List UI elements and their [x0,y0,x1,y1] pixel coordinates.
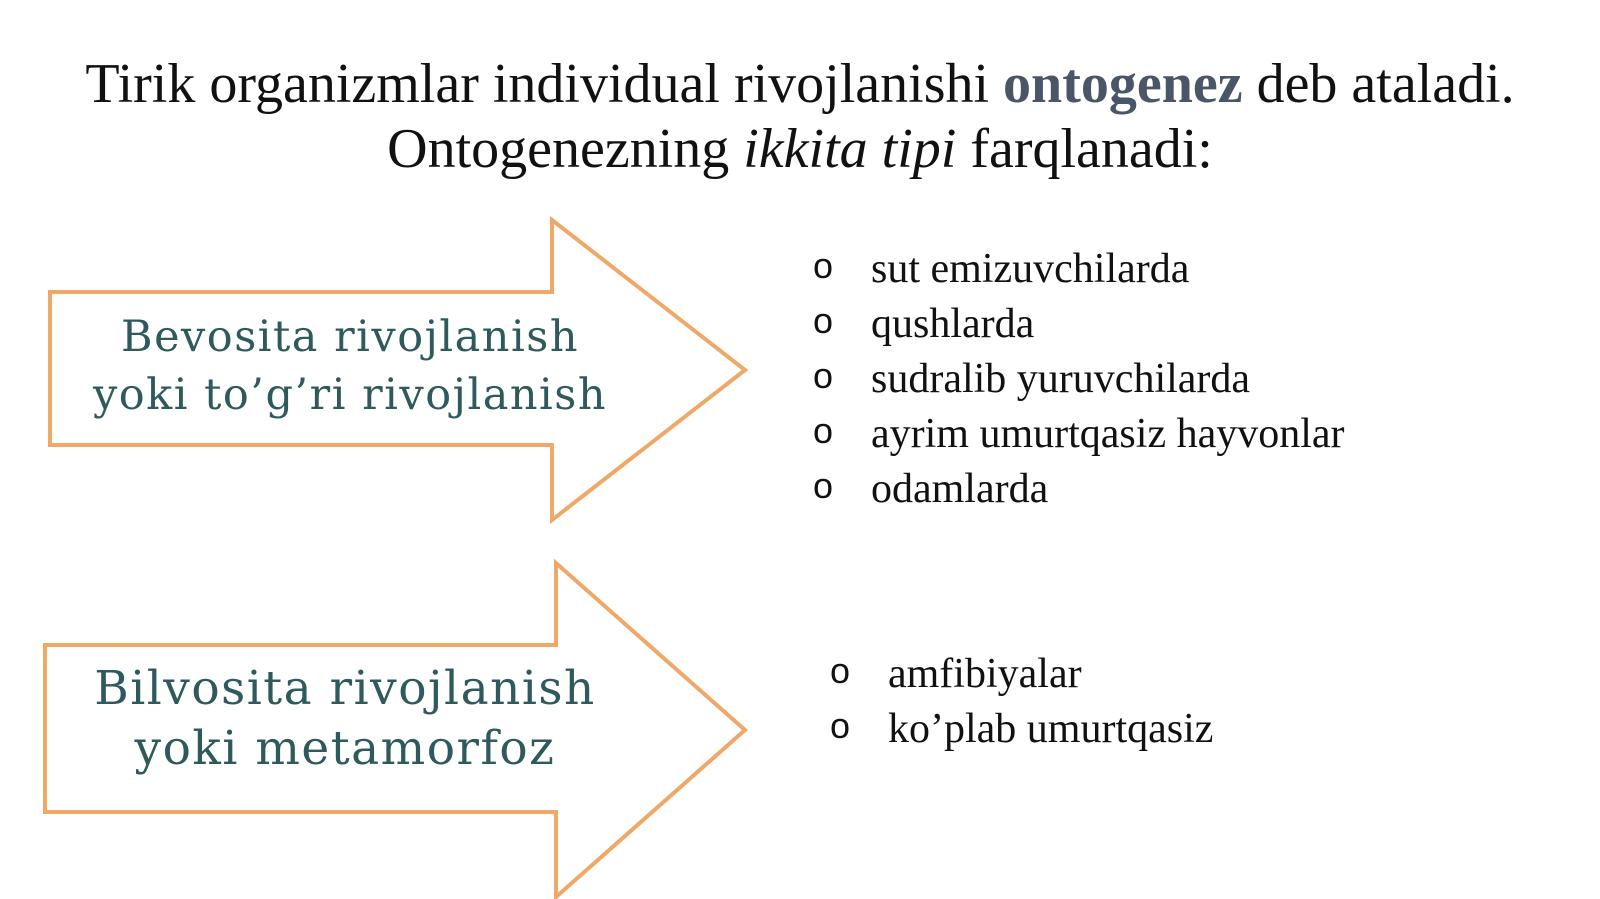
list-item [830,702,1213,757]
bullet-marker-icon: o [813,245,834,286]
title-text: farqlanadi: [956,118,1213,180]
list-item [813,297,1345,352]
bullet-marker-icon: o [813,300,834,341]
bullet-marker-icon: o [813,355,834,396]
list-item-text: amfibiyalar [888,651,1082,697]
list-item [813,462,1345,517]
arrow-label-direct-development [50,308,650,424]
bullet-list-direct [813,242,1345,517]
list-item-text: qushlarda [871,301,1035,347]
bullet-marker-icon: o [813,465,834,506]
arrow-label-line: Bilvosita rivojlanish [94,661,596,716]
title-italic-ikkita-tipi: ikkita tipi [743,118,957,180]
list-item [813,407,1345,462]
bullet-marker-icon: o [830,650,851,691]
arrow-label-indirect-development [45,659,645,779]
list-item [813,242,1345,297]
list-item-text: ko’plab umurtqasiz [888,706,1214,752]
list-item-text: odamlarda [871,466,1049,512]
list-item [830,647,1213,702]
bullet-marker-icon: o [813,410,834,451]
list-item-text: ayrim umurtqasiz hayvonlar [871,411,1345,457]
bullet-list-indirect [830,647,1213,757]
bullet-marker-icon: o [830,705,851,746]
title-highlight-ontogenez: ontogenez [1003,53,1243,115]
list-item-text: sudralib yuruvchilarda [871,356,1251,402]
arrow-label-line: yoki metamorfoz [134,721,556,776]
arrow-label-line: Bevosita rivojlanish [120,312,580,362]
list-item [813,352,1345,407]
arrow-label-line: yoki to’g’ri rivojlanish [92,370,608,420]
title-text: deb ataladi. Ontogenezning [387,53,1515,180]
list-item-text: sut emizuvchilarda [871,246,1190,292]
title-text: Tirik organizmlar individual rivojlanishi [85,53,1004,115]
